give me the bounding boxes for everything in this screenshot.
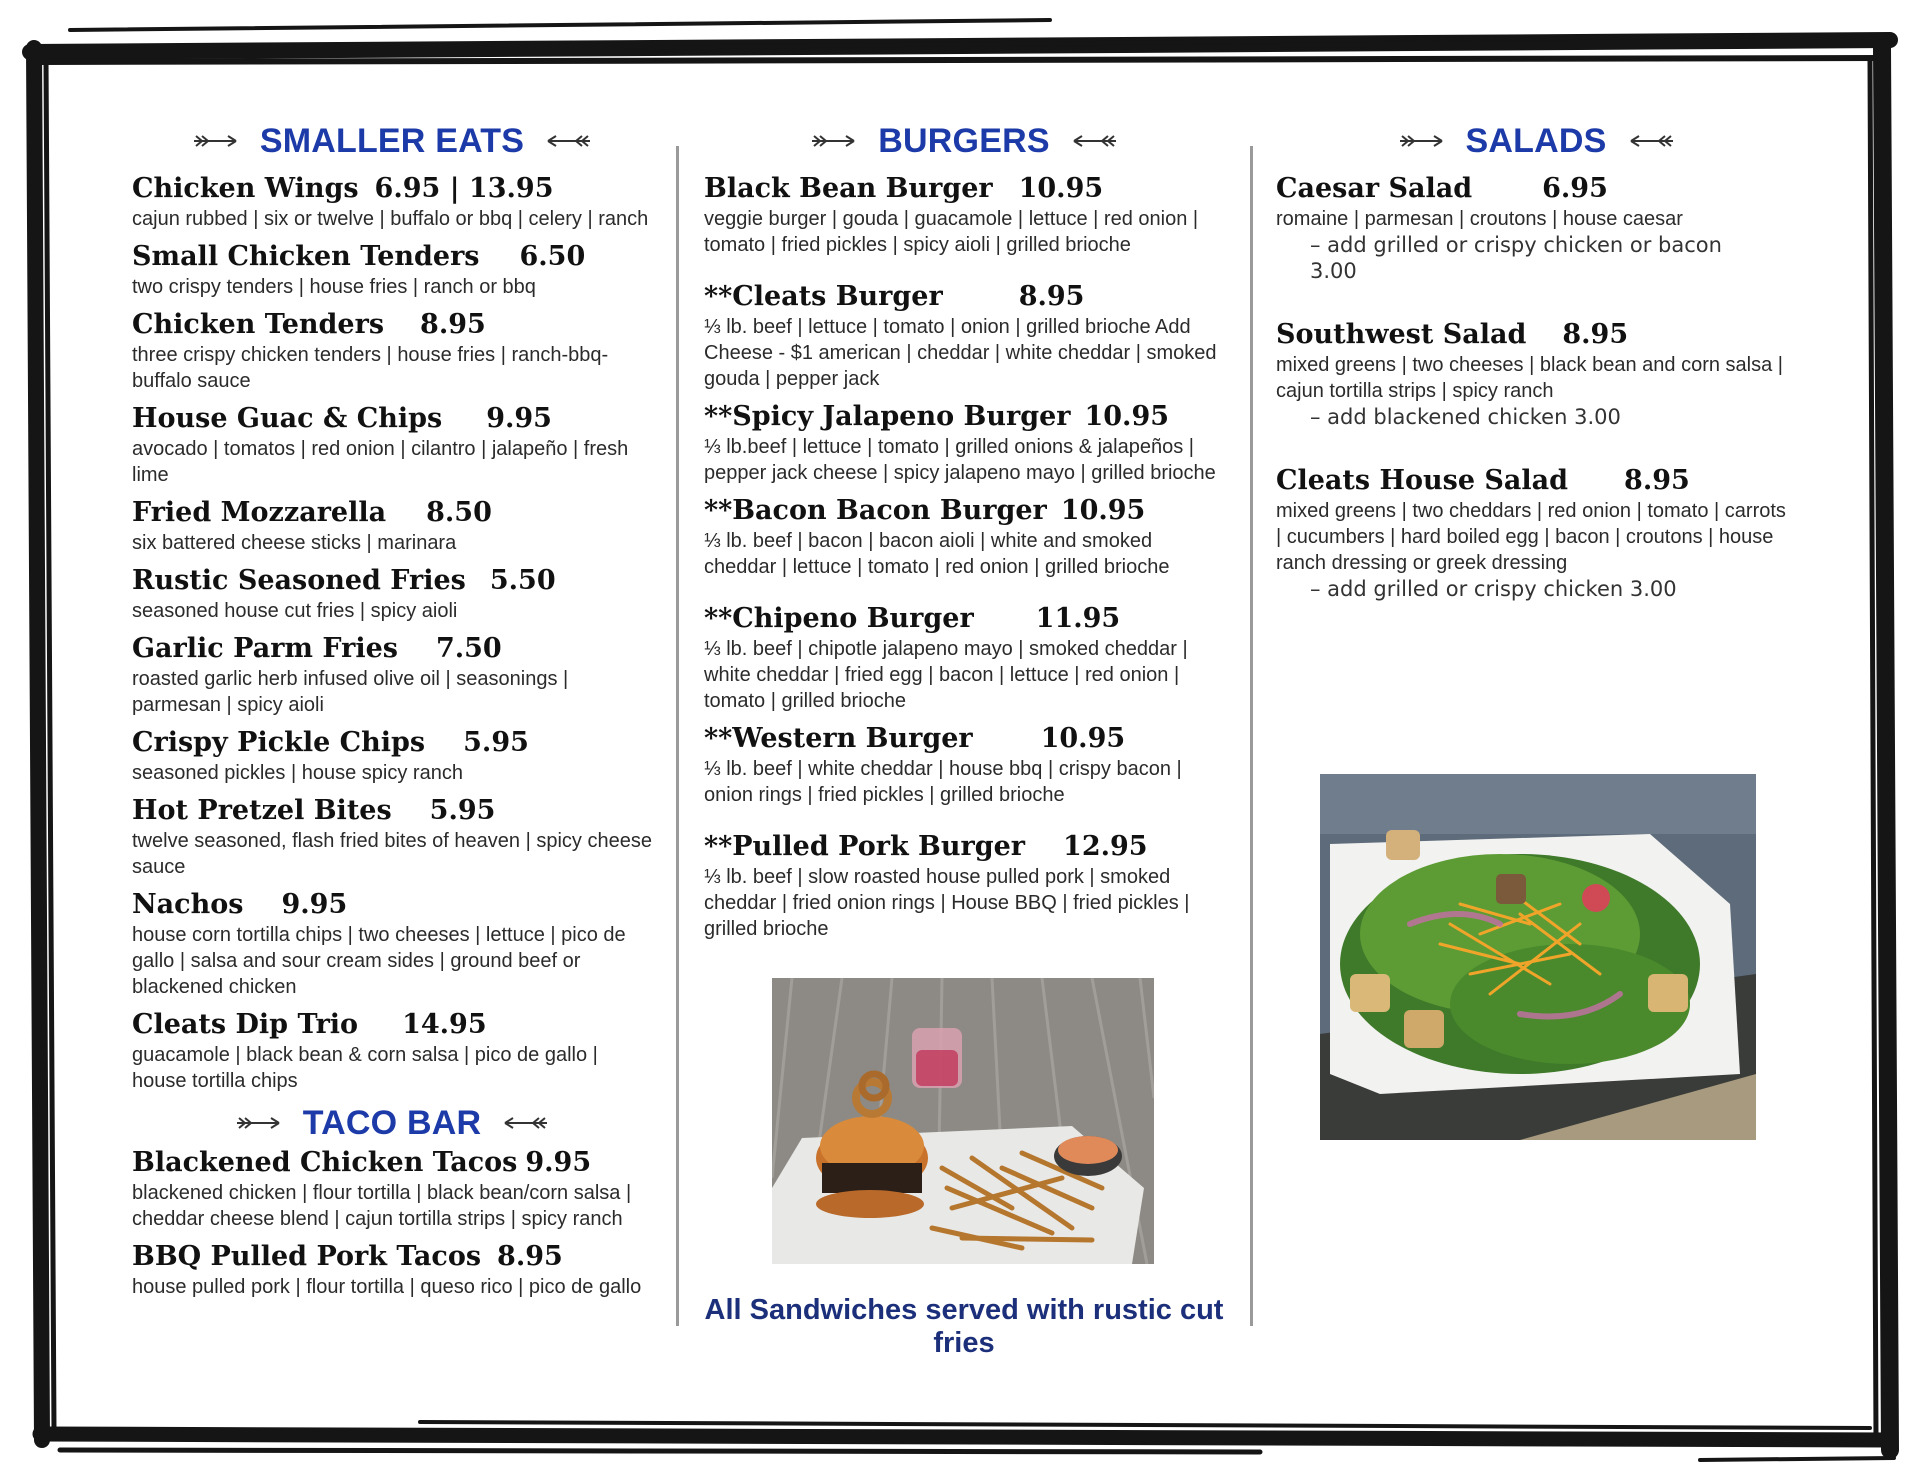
menu-item xyxy=(132,308,652,394)
feathered-arrow-icon xyxy=(495,1115,549,1131)
menu-item xyxy=(132,632,652,718)
item-description: avocado | tomatos | red onion | cilantro | jalapeño | fresh lime xyxy=(132,438,629,486)
item-name: Rustic Seasoned Fries xyxy=(132,565,466,596)
item-name: Chicken Wings xyxy=(132,173,359,204)
item-price: 6.95 xyxy=(1542,173,1608,204)
item-price: 10.95 xyxy=(1018,173,1104,204)
item-name: Black Bean Burger xyxy=(704,173,993,204)
item-description: romaine | parmesan | croutons | house caesar xyxy=(1276,208,1683,230)
item-name: Chicken Tenders xyxy=(132,309,385,340)
item-description: blackened chicken | flour tortilla | black bean/corn salsa | cheddar cheese blend | cajun tortilla strips | spicy ranch xyxy=(132,1182,632,1230)
item-price: 8.95 xyxy=(420,309,486,340)
item-description: mixed greens | two cheddars | red onion | tomato | carrots | cucumbers | hard boiled egg | bacon | croutons | house ranch dressing or greek dressing xyxy=(1276,500,1786,574)
section-header xyxy=(704,118,1224,164)
salads-column xyxy=(1276,118,1796,610)
section-title: SMALLER EATS xyxy=(259,121,525,160)
salad-photo xyxy=(1320,774,1756,1140)
feathered-arrow-icon xyxy=(192,133,246,149)
item-name: Caesar Salad xyxy=(1276,173,1473,204)
item-description: ⅓ lb. beef | lettuce | tomato | onion | grilled brioche Add Cheese - $1 american | cheddar | white cheddar | smoked gouda | pepper jack xyxy=(704,316,1217,390)
item-name: Garlic Parm Fries xyxy=(132,633,398,664)
item-description: two crispy tenders | house fries | ranch or bbq xyxy=(132,276,536,298)
item-description: house pulled pork | flour tortilla | queso rico | pico de gallo xyxy=(132,1276,642,1298)
item-price: 5.95 xyxy=(463,727,529,758)
menu-item xyxy=(1276,172,1796,284)
item-price: 14.95 xyxy=(402,1009,487,1040)
feathered-arrow-icon xyxy=(1064,133,1118,149)
section-title: TACO BAR xyxy=(302,1103,482,1142)
menu-item xyxy=(132,794,652,880)
item-price: 8.95 xyxy=(497,1241,563,1272)
item-description: cajun rubbed | six or twelve | buffalo or bbq | celery | ranch xyxy=(132,208,649,230)
item-description: guacamole | black bean & corn salsa | pico de gallo | house tortilla chips xyxy=(132,1044,598,1092)
feathered-arrow-icon xyxy=(810,133,864,149)
item-addon: – add blackened chicken 3.00 xyxy=(1310,405,1621,429)
item-price: 9.95 xyxy=(281,889,348,920)
menu-item xyxy=(132,496,652,556)
item-price: 6.50 xyxy=(519,241,586,272)
item-name: **Western Burger xyxy=(704,723,973,754)
item-name: Cleats Dip Trio xyxy=(132,1009,359,1040)
item-price: 11.95 xyxy=(1035,603,1121,634)
column-divider xyxy=(676,146,679,1326)
item-name: **Cleats Burger xyxy=(704,281,943,312)
item-name: Hot Pretzel Bites xyxy=(132,795,392,826)
menu-item xyxy=(132,402,652,488)
menu-item xyxy=(132,564,652,624)
item-price: 5.50 xyxy=(489,565,556,596)
section-title: BURGERS xyxy=(878,121,1050,160)
item-price: 8.50 xyxy=(426,497,492,528)
menu-item xyxy=(704,602,1224,714)
item-name: House Guac & Chips xyxy=(132,403,443,434)
feathered-arrow-icon xyxy=(1398,133,1452,149)
item-name: **Spicy Jalapeno Burger xyxy=(704,401,1071,432)
item-price: 9.95 xyxy=(525,1147,592,1178)
menu-item xyxy=(132,1008,652,1094)
menu-item xyxy=(704,722,1224,808)
item-description: ⅓ lb.beef | lettuce | tomato | grilled onions & jalapeños | pepper jack cheese | spicy jalapeno mayo | grilled brioche xyxy=(704,436,1216,484)
item-description: three crispy chicken tenders | house fries | ranch-bbq-buffalo sauce xyxy=(132,344,609,392)
item-price: 10.95 xyxy=(1084,401,1170,432)
feathered-arrow-icon xyxy=(538,133,592,149)
item-price: 12.95 xyxy=(1063,831,1148,862)
item-description: twelve seasoned, flash fried bites of heaven | spicy cheese sauce xyxy=(132,830,652,878)
item-price: 10.95 xyxy=(1060,495,1146,526)
menu-item xyxy=(1276,464,1796,602)
smaller-eats-column xyxy=(132,118,652,1308)
menu-item xyxy=(704,400,1224,486)
item-name: **Pulled Pork Burger xyxy=(704,831,1026,862)
section-header xyxy=(132,1100,652,1146)
item-name: **Bacon Bacon Burger xyxy=(704,495,1047,526)
menu-item xyxy=(704,494,1224,580)
item-name: **Chipeno Burger xyxy=(704,603,974,634)
item-price: 5.95 xyxy=(429,795,496,826)
menu-item xyxy=(132,1146,652,1232)
item-price: 9.95 xyxy=(486,403,552,434)
menu-item xyxy=(704,830,1224,942)
item-description: ⅓ lb. beef | slow roasted house pulled pork | smoked cheddar | fried onion rings | House BBQ | fried pickles | grilled brioche xyxy=(704,866,1190,940)
menu-item xyxy=(704,280,1224,392)
menu-item xyxy=(132,726,652,786)
item-description: veggie burger | gouda | guacamole | lettuce | red onion | tomato | fried pickles | spicy aioli | grilled brioche xyxy=(704,208,1199,256)
item-name: Nachos xyxy=(132,889,244,920)
item-addon: – add grilled or crispy chicken 3.00 xyxy=(1310,577,1677,601)
section-header xyxy=(1276,118,1796,164)
item-description: mixed greens | two cheeses | black bean and corn salsa | cajun tortilla strips | spicy ranch xyxy=(1276,354,1783,402)
item-description: house corn tortilla chips | two cheeses | lettuce | pico de gallo | salsa and sour cream sides | ground beef or blackened chicken xyxy=(132,924,626,998)
item-name: Small Chicken Tenders xyxy=(132,241,480,272)
item-description: six battered cheese sticks | marinara xyxy=(132,532,457,554)
item-description: roasted garlic herb infused olive oil | seasonings | parmesan | spicy aioli xyxy=(132,668,569,716)
item-addon: – add grilled or crispy chicken or bacon 3.00 xyxy=(1310,233,1722,283)
menu-item xyxy=(132,240,652,300)
feathered-arrow-icon xyxy=(1621,133,1675,149)
item-price: 7.50 xyxy=(435,633,502,664)
feathered-arrow-icon xyxy=(235,1115,289,1131)
column-divider xyxy=(1250,146,1253,1326)
menu-item xyxy=(132,888,652,1000)
item-name: Fried Mozzarella xyxy=(132,497,387,528)
burgers-column xyxy=(704,118,1224,950)
item-price: 8.95 xyxy=(1562,319,1629,350)
item-price: 8.95 xyxy=(1018,281,1085,312)
item-description: seasoned pickles | house spicy ranch xyxy=(132,762,463,784)
item-price: 10.95 xyxy=(1040,723,1126,754)
item-description: ⅓ lb. beef | chipotle jalapeno mayo | smoked cheddar | white cheddar | fried egg | bacon | lettuce | red onion | tomato | grilled brioche xyxy=(704,638,1188,712)
menu-item xyxy=(132,172,652,232)
item-price: 6.95 | 13.95 xyxy=(374,173,554,204)
item-description: ⅓ lb. beef | bacon | bacon aioli | white and smoked cheddar | lettuce | tomato | red onion | grilled brioche xyxy=(704,530,1170,578)
item-description: seasoned house cut fries | spicy aioli xyxy=(132,600,458,622)
section-header xyxy=(132,118,652,164)
item-name: BBQ Pulled Pork Tacos xyxy=(132,1241,482,1272)
section-title: SALADS xyxy=(1465,121,1607,160)
item-name: Crispy Pickle Chips xyxy=(132,727,426,758)
item-name: Blackened Chicken Tacos xyxy=(132,1147,518,1178)
burger-and-fries-photo xyxy=(772,978,1154,1264)
menu-item xyxy=(1276,318,1796,430)
item-name: Southwest Salad xyxy=(1276,319,1527,350)
menu-item xyxy=(704,172,1224,258)
menu-item xyxy=(132,1240,652,1300)
item-price: 8.95 xyxy=(1624,465,1690,496)
sandwiches-note: All Sandwiches served with rustic cut fries xyxy=(704,1294,1224,1359)
item-name: Cleats House Salad xyxy=(1276,465,1569,496)
item-description: ⅓ lb. beef | white cheddar | house bbq | crispy bacon | onion rings | fried pickles | grilled brioche xyxy=(704,758,1182,806)
